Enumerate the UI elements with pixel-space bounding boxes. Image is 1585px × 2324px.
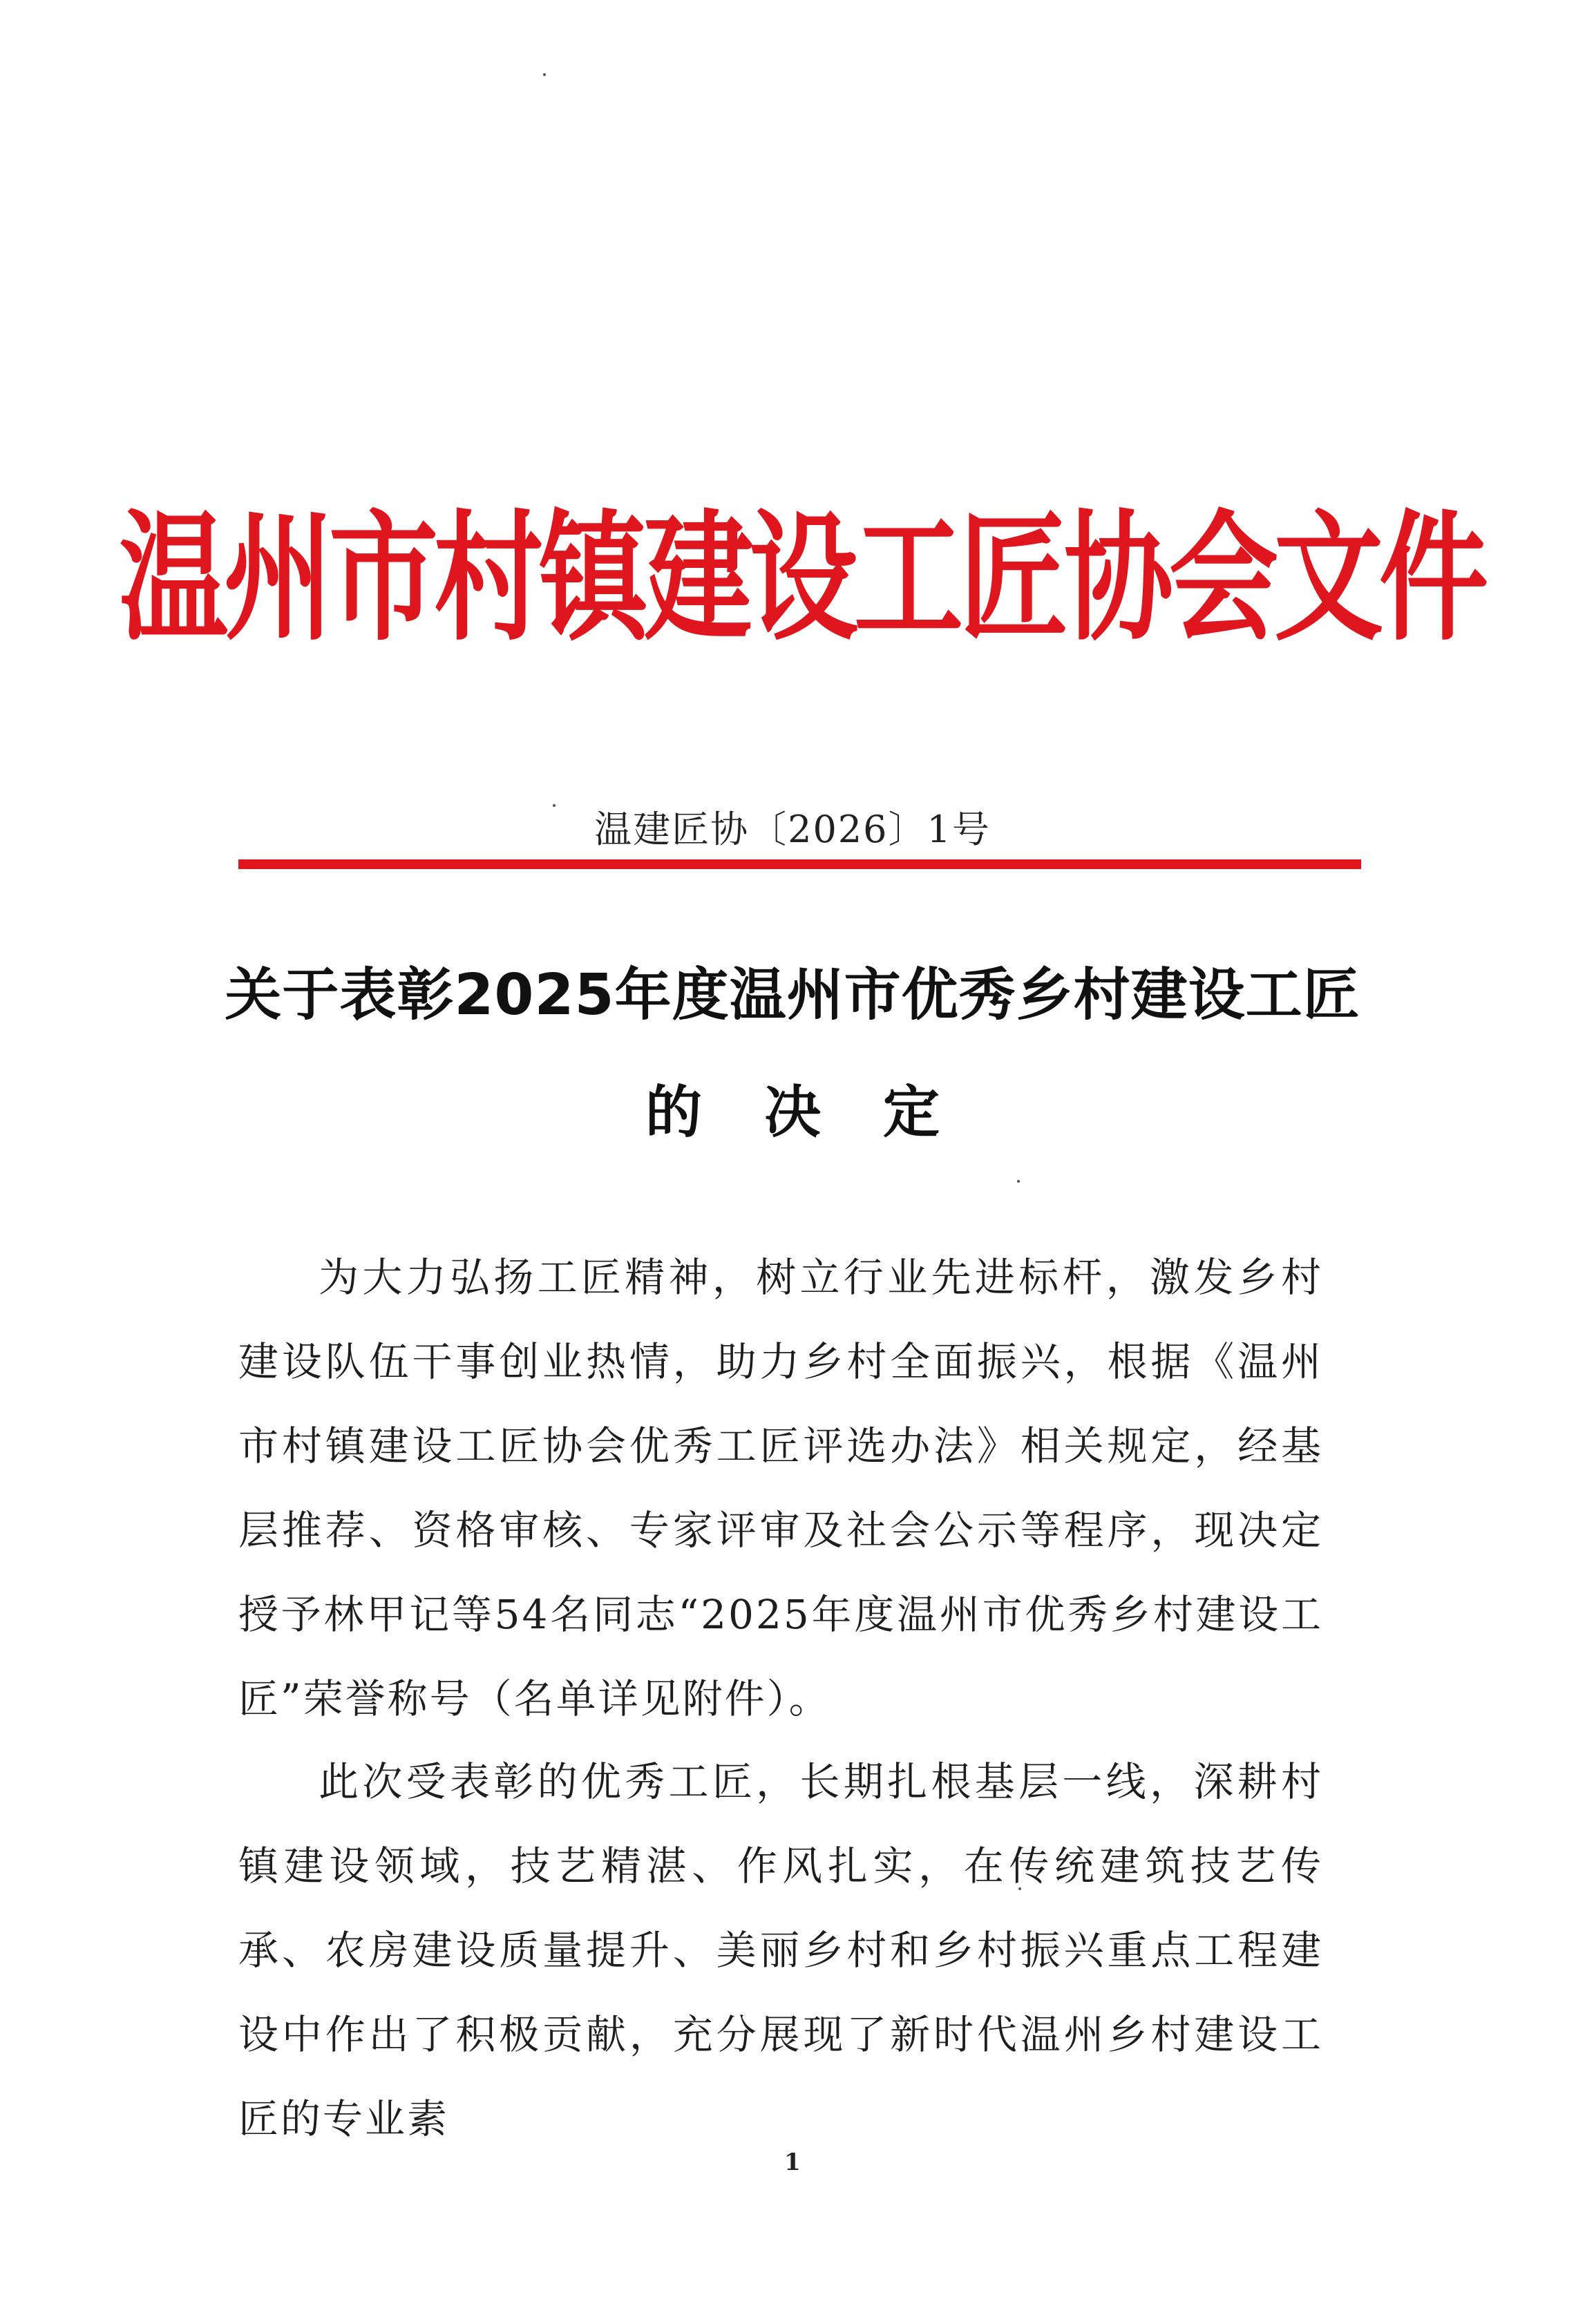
red-divider-line — [238, 859, 1361, 869]
body-paragraph-1: 为大力弘扬工匠精神，树立行业先进标杆，激发乡村建设队伍干事创业热情，助力乡村全面振兴，根据《温州市村镇建设工匠协会优秀工匠评选办法》相关规定，经基层推荐、资格审核、专家评审及社会公示等程序，现决定授予林甲记等54名同志“2025年度温州市优秀乡村建设工匠”荣誉称号（名单详见附件）。 — [238, 1254, 1323, 1722]
document-title-line-2 — [0, 1067, 1585, 1148]
title-char: 决 — [763, 1080, 821, 1145]
page-number: 1 — [784, 2149, 801, 2176]
scan-speck — [1017, 1180, 1020, 1183]
title-char: 的 — [645, 1080, 702, 1145]
document-number: 温建匠协〔2026〕1号 — [594, 808, 991, 851]
title-char: 定 — [883, 1080, 940, 1145]
organization-header: 温州市村镇建设工匠协会文件 — [119, 497, 1484, 660]
body-paragraph-2: 此次受表彰的优秀工匠，长期扎根基层一线，深耕村镇建设领域，技艺精湛、作风扎实，在传统建筑技艺传承、农房建设质量提升、美丽乡村和乡村振兴重点工程建设中作出了积极贡献，充分展现了新时代温州乡村建设工匠的专业素 — [238, 1758, 1323, 2142]
document-title-line-1: 关于表彰2025年度温州市优秀乡村建设工匠 — [225, 962, 1360, 1028]
scan-speck — [543, 73, 546, 76]
